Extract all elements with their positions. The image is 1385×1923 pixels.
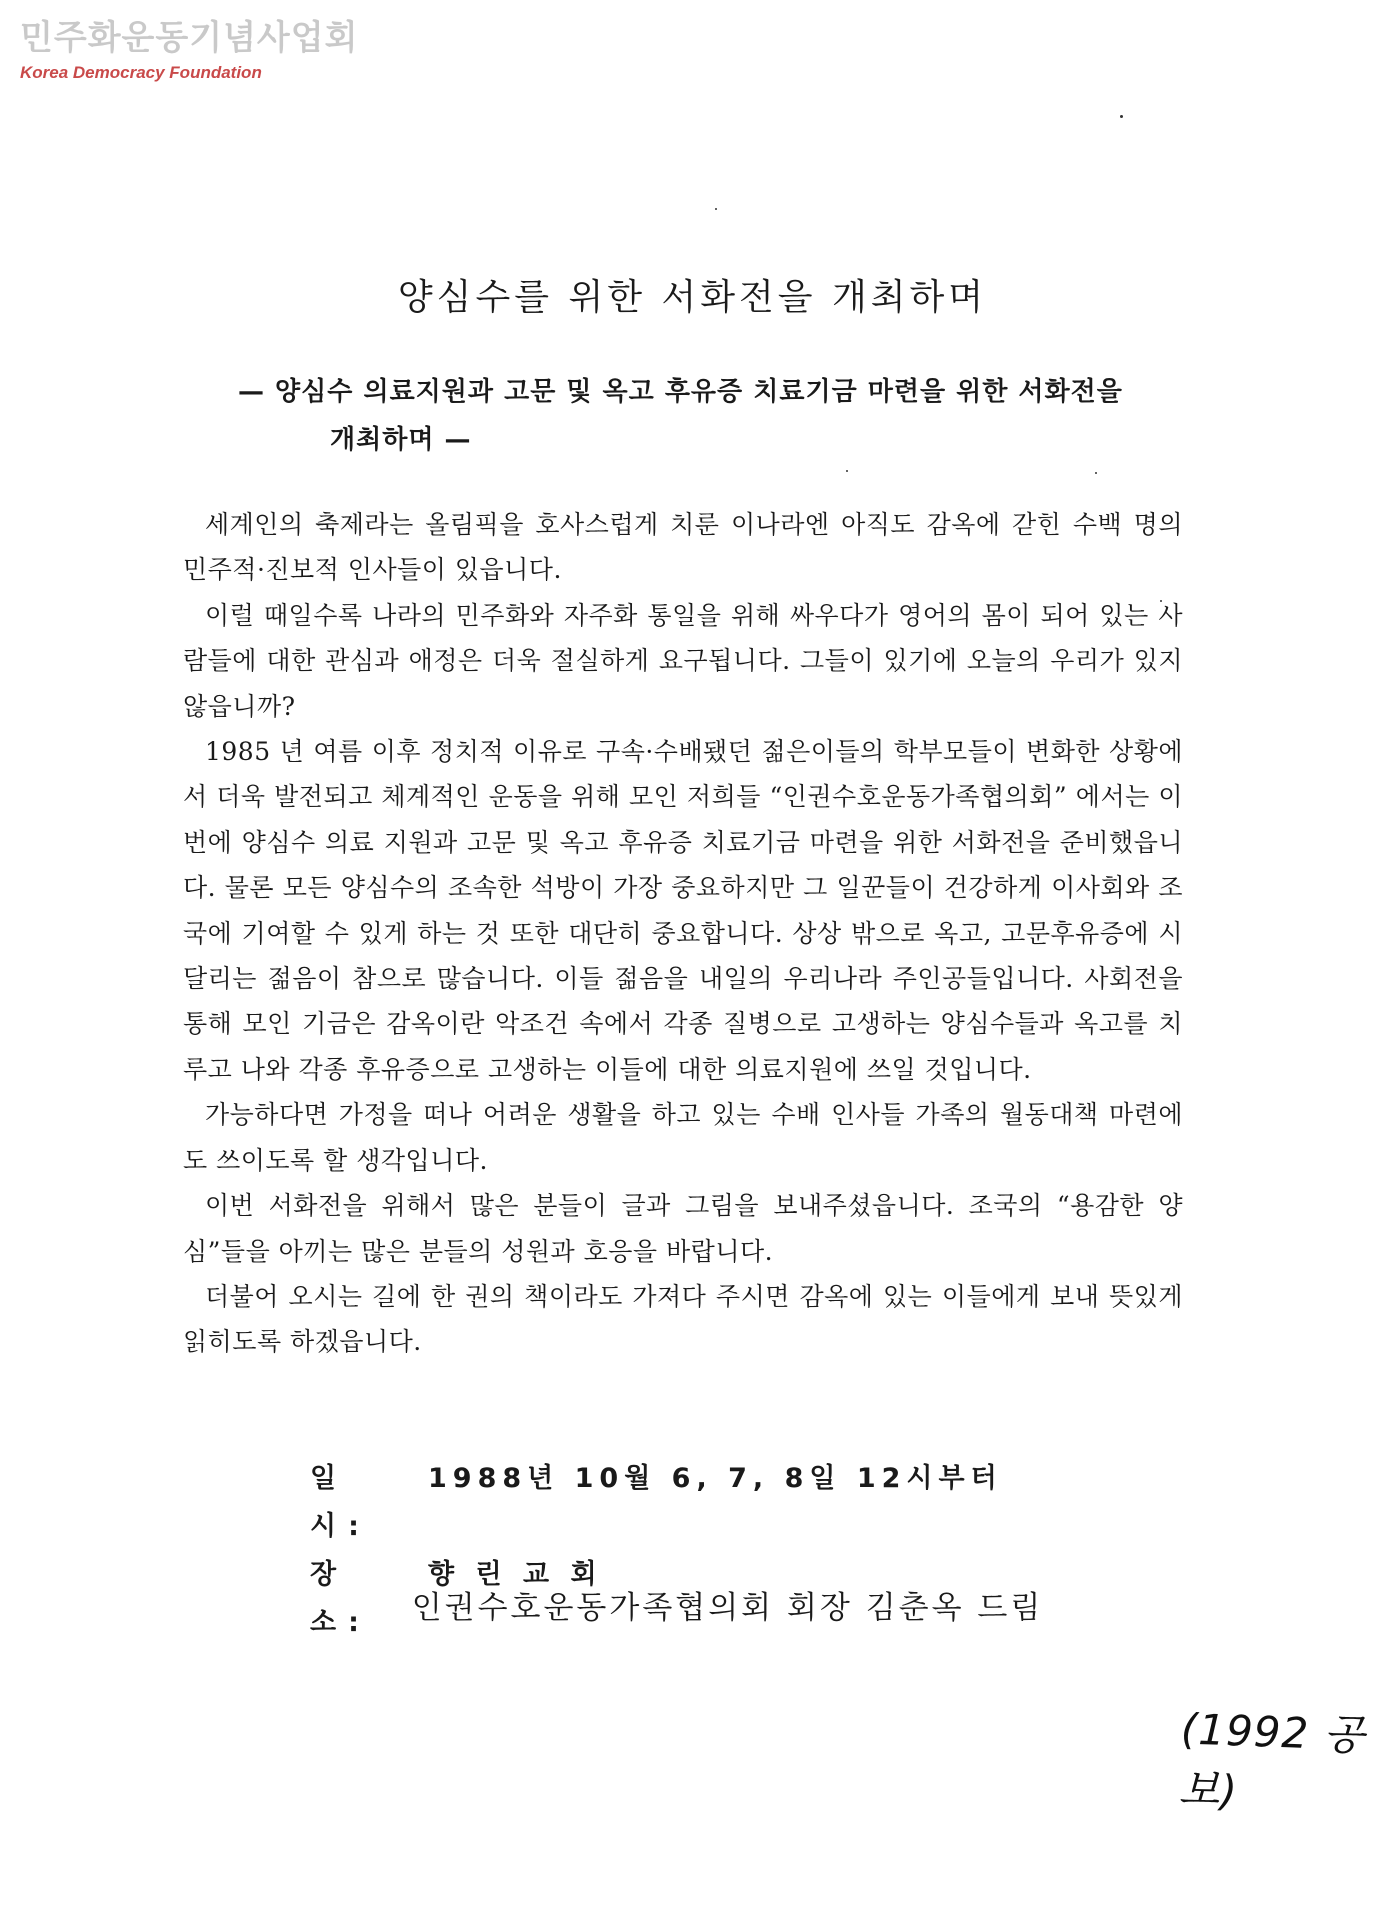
paragraph: 세계인의 축제라는 올림픽을 호사스럽게 치룬 이나라엔 아직도 감옥에 갇힌 수백 명의 민주적·진보적 인사들이 있읍니다. xyxy=(183,510,1183,585)
scan-speck xyxy=(715,208,717,210)
event-date-value: 1988년 10월 6, 7, 8일 12시부터 xyxy=(428,1463,1003,1494)
paragraph: 가능하다면 가정을 떠나 어려운 생활을 하고 있는 수배 인사들 가족의 월동대책 마련에도 쓰이도록 할 생각입니다. xyxy=(183,1100,1183,1175)
document-title: 양심수를 위한 서화전을 개최하며 xyxy=(397,277,988,319)
watermark-english: Korea Democracy Foundation xyxy=(20,63,262,82)
body-text xyxy=(183,502,1183,1365)
paragraph: 더불어 오시는 길에 한 권의 책이라도 가져다 주시면 감옥에 있는 이들에게 보내 뜻있게 읽히도록 하겠읍니다. xyxy=(183,1281,1183,1357)
event-place-label: 장 소: xyxy=(310,1559,371,1638)
watermark-korean: 민주화운동기념사업회 xyxy=(20,18,359,58)
document-subtitle xyxy=(238,368,1138,464)
event-place-value: 향 린 교 회 xyxy=(428,1559,603,1590)
scan-speck xyxy=(846,470,848,472)
paragraph: 1985 년 여름 이후 정치적 이유로 구속·수배됐던 젊은이들의 학부모들이 변화한 상황에서 더욱 발전되고 체계적인 운동을 위해 모인 저희들 “인권수호운동가족협의회” 에서는 이번에 양심수 의료 지원과 고문 및 옥고 후유증 치료기금 마련을 위한 서화전을 준비했읍니다. 물론 모든 양심수의 조속한 석방이 가장 중요하지만 그 일꾼들이 건강하게 이사회와 조국에 기여할 수 있게 하는 것 또한 대단히 중요합니다. 상상 밖으로 옥고, 고문후유증에 시달리는 젊음이 참으로 많습니다. 이들 젊음을 내일의 우리나라 주인공들입니다. 사회전을 통해 모인 기금은 감옥이란 악조건 속에서 각종 질병으로 고생하는 양심수들과 옥고를 치루고 나와 각종 후유증으로 고생하는 이들에 대한 의료지원에 쓰일 것입니다. xyxy=(183,737,1183,1084)
handwritten-note: (1992 공보) xyxy=(1178,1704,1366,1816)
signature-line: 인권수호운동가족협의회 회장 김춘옥 드림 xyxy=(411,1590,1044,1626)
subtitle-line-1: — 양심수 의료지원과 고문 및 옥고 후유증 치료기금 마련을 위한 서화전을 xyxy=(238,377,1123,407)
subtitle-line-2: 개최하며 — xyxy=(330,425,472,455)
paragraph: 이번 서화전을 위해서 많은 분들이 글과 그림을 보내주셨읍니다. 조국의 “용감한 양심”들을 아끼는 많은 분들의 성원과 호응을 바랍니다. xyxy=(183,1191,1183,1266)
event-date-row xyxy=(310,1455,1003,1551)
scan-speck xyxy=(1120,115,1123,118)
event-date-label: 일 시: xyxy=(310,1463,371,1542)
paragraph: 이럴 때일수록 나라의 민주화와 자주화 통일을 위해 싸우다가 영어의 몸이 되어 있는 사람들에 대한 관심과 애정은 더욱 절실하게 요구됩니다. 그들이 있기에 오늘의 우리가 있지 않읍니까? xyxy=(183,600,1183,721)
scan-speck xyxy=(1095,472,1097,474)
watermark-logo xyxy=(20,18,358,84)
